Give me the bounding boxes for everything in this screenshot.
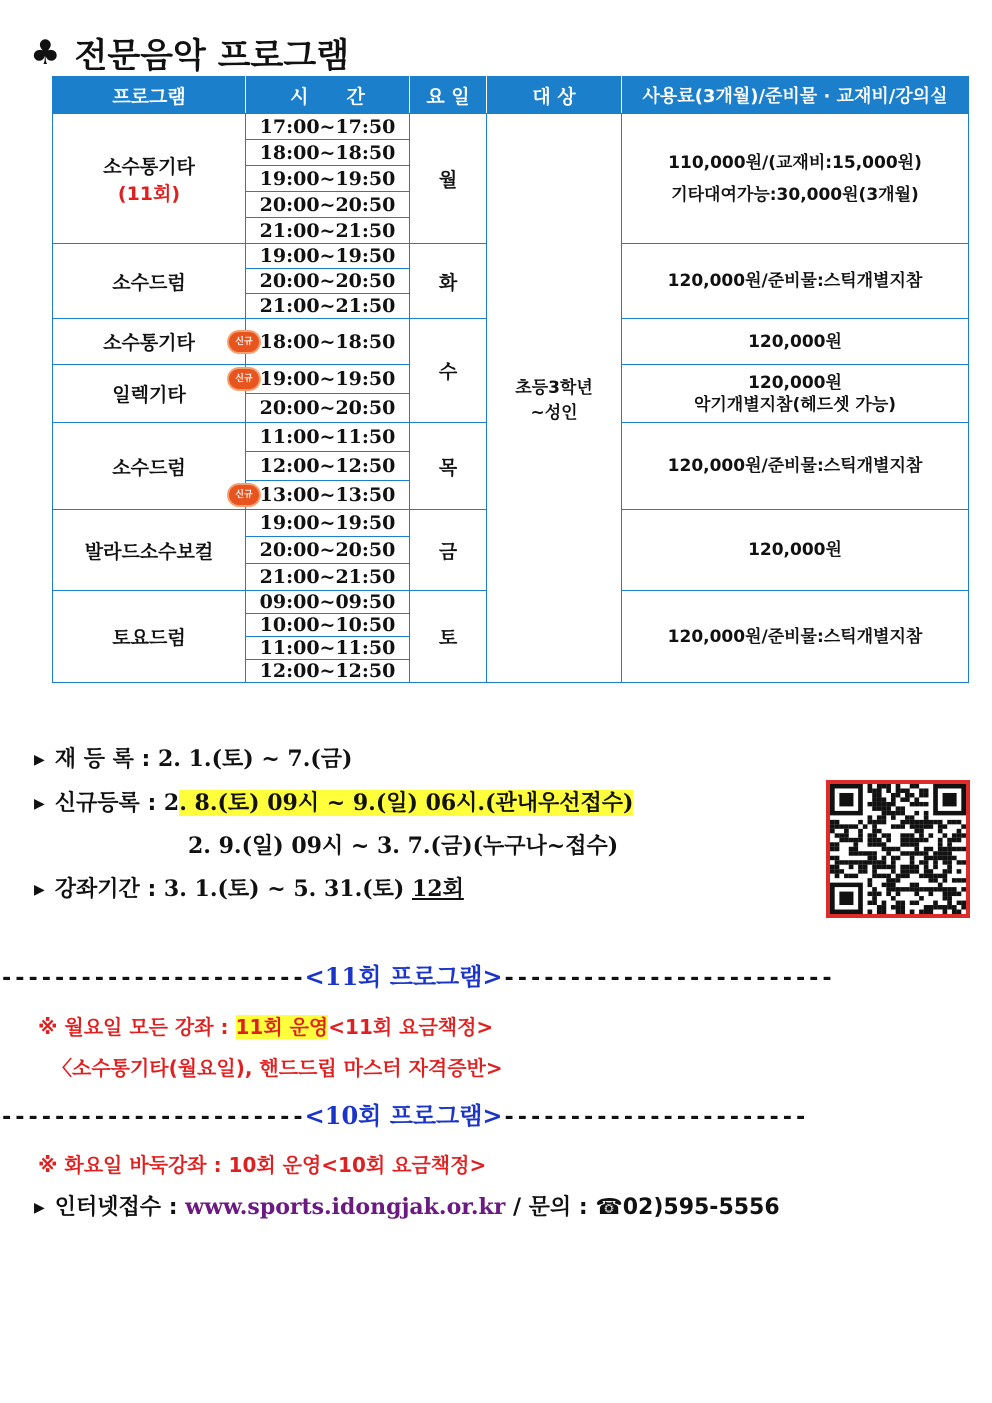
fee-line-2: 기타대여가능:30,000원(3개월) bbox=[671, 184, 919, 205]
inquiry-label: / 문의 : bbox=[505, 1195, 596, 1220]
fee-cell: 120,000원/준비물:스틱개별지참 bbox=[622, 591, 969, 683]
divider-dashes-right: ----------------------- bbox=[502, 1105, 808, 1130]
day-cell: 화 bbox=[410, 244, 487, 319]
course-period-line bbox=[34, 872, 464, 903]
fee-cell bbox=[622, 114, 969, 244]
page-title bbox=[30, 28, 349, 77]
time-cell: 11:00~11:50 bbox=[246, 423, 410, 452]
divider-10 bbox=[0, 1096, 992, 1131]
day-cell: 금 bbox=[410, 510, 487, 591]
program-name: 소수통기타 bbox=[53, 319, 246, 365]
re-registration-line bbox=[34, 742, 352, 773]
day-cell: 수 bbox=[410, 319, 487, 423]
program-name: 소수통기타 bbox=[103, 155, 195, 178]
fee-line-1: 110,000원/(교재비:15,000원) bbox=[668, 152, 922, 173]
new-badge: 신규 bbox=[229, 485, 259, 505]
note-11-suffix: <11회 요금책정> bbox=[328, 1015, 494, 1039]
time-cell: 20:00~20:50 bbox=[246, 537, 410, 564]
day-cell: 월 bbox=[410, 114, 487, 244]
header-program: 프로그램 bbox=[53, 77, 246, 114]
new-registration-highlight: . 8.(토) 09시 ~ 9.(일) 06시.(관내우선접수) bbox=[179, 790, 634, 816]
new-badge: 신규 bbox=[229, 369, 259, 389]
fee-cell: 120,000원 bbox=[622, 319, 969, 365]
target-cell bbox=[487, 114, 622, 683]
club-icon: ♣ bbox=[30, 32, 61, 73]
time-cell: 19:00~19:50 bbox=[246, 244, 410, 269]
fee-cell: 120,000원/준비물:스틱개별지참 bbox=[622, 423, 969, 510]
course-period-count: 12회 bbox=[411, 876, 464, 902]
internet-label: 인터넷접수 : bbox=[54, 1195, 178, 1220]
time-text: 13:00~13:50 bbox=[259, 484, 396, 506]
fee-line-2: 악기개별지참(헤드셋 가능) bbox=[693, 394, 897, 415]
new-registration-label: 신규등록 : bbox=[54, 791, 157, 816]
new-registration-line-2: 2. 9.(일) 09시 ~ 3. 7.(금)(누구나~접수) bbox=[188, 833, 619, 859]
time-cell: 17:00~17:50 bbox=[246, 114, 410, 140]
triangle-bullet-icon: ▶ bbox=[34, 1200, 45, 1216]
new-badge: 신규 bbox=[229, 332, 259, 352]
day-cell: 목 bbox=[410, 423, 487, 510]
qr-code bbox=[826, 780, 970, 918]
divider-11 bbox=[0, 957, 992, 992]
re-registration-label: 재 등 록 : bbox=[54, 747, 151, 772]
header-time: 시 간 bbox=[246, 77, 410, 114]
fee-cell: 120,000원/준비물:스틱개별지참 bbox=[622, 244, 969, 319]
program-name: 발라드소수보컬 bbox=[53, 510, 246, 591]
new-registration-line bbox=[34, 786, 633, 817]
table-row bbox=[53, 114, 969, 140]
time-cell: 20:00~20:50 bbox=[246, 192, 410, 218]
triangle-bullet-icon: ▶ bbox=[34, 796, 45, 812]
note-11 bbox=[38, 1011, 493, 1040]
fee-line-1: 120,000원 bbox=[748, 372, 842, 393]
table-header-row bbox=[53, 77, 969, 114]
internet-line bbox=[34, 1190, 780, 1221]
header-fee: 사용료(3개월)/준비물 · 교재비/강의실 bbox=[622, 77, 969, 114]
internet-url-link[interactable]: www.sports.idongjak.or.kr bbox=[185, 1194, 506, 1220]
triangle-bullet-icon: ▶ bbox=[34, 752, 45, 768]
time-cell: 21:00~21:50 bbox=[246, 218, 410, 244]
program-name: 일렉기타 bbox=[53, 365, 246, 423]
program-name: 토요드럼 bbox=[53, 591, 246, 683]
triangle-bullet-icon: ▶ bbox=[34, 882, 45, 898]
page-title-text: 전문음악 프로그램 bbox=[74, 36, 350, 76]
time-cell: 12:00~12:50 bbox=[246, 660, 410, 683]
divider-11-title: <11회 프로그램> bbox=[304, 962, 503, 991]
time-cell: 20:00~20:50 bbox=[246, 269, 410, 294]
time-text: 18:00~18:50 bbox=[259, 330, 396, 353]
fee-cell: 120,000원 bbox=[622, 510, 969, 591]
time-cell: 11:00~11:50 bbox=[246, 637, 410, 660]
time-cell: 19:00~19:50 bbox=[246, 510, 410, 537]
note-11-line2: 〈소수통기타(월요일), 핸드드립 마스터 자격증반> bbox=[52, 1056, 503, 1080]
time-cell: 21:00~21:50 bbox=[246, 294, 410, 319]
note-11-prefix: ※ 월요일 모든 강좌 : bbox=[38, 1015, 236, 1039]
divider-10-title: <10회 프로그램> bbox=[304, 1101, 503, 1130]
divider-dashes-right: ------------------------- bbox=[502, 966, 834, 991]
course-period-label: 강좌기간 : bbox=[54, 877, 157, 902]
divider-dashes-left: ----------------------- bbox=[0, 1105, 305, 1130]
target-line-1: 초등3학년 bbox=[515, 378, 593, 398]
time-cell: 09:00~09:50 bbox=[246, 591, 410, 614]
fee-cell bbox=[622, 365, 969, 423]
program-name: 소수드럼 bbox=[53, 423, 246, 510]
header-target: 대 상 bbox=[487, 77, 622, 114]
divider-dashes-left: ----------------------- bbox=[0, 966, 305, 991]
program-name: 소수드럼 bbox=[53, 244, 246, 319]
time-cell: 21:00~21:50 bbox=[246, 564, 410, 591]
header-day: 요 일 bbox=[410, 77, 487, 114]
time-cell bbox=[235, 481, 410, 510]
day-cell: 토 bbox=[410, 591, 487, 683]
note-10: ※ 화요일 바둑강좌 : 10회 운영<10회 요금책정> bbox=[38, 1153, 487, 1177]
new-registration-prefix: 2 bbox=[163, 790, 180, 816]
schedule-table bbox=[52, 76, 969, 683]
time-text: 19:00~19:50 bbox=[259, 368, 396, 390]
target-line-2: ~성인 bbox=[530, 403, 578, 423]
time-cell bbox=[235, 319, 410, 365]
program-note: (11회) bbox=[117, 182, 181, 205]
time-cell: 12:00~12:50 bbox=[246, 452, 410, 481]
time-cell: 10:00~10:50 bbox=[246, 614, 410, 637]
re-registration-value: 2. 1.(토) ~ 7.(금) bbox=[158, 746, 353, 772]
phone-number: ☎02)595-5556 bbox=[595, 1195, 780, 1220]
course-period-value: 3. 1.(토) ~ 5. 31.(토) bbox=[163, 876, 405, 902]
time-cell bbox=[235, 365, 410, 394]
program-cell bbox=[53, 114, 246, 244]
time-cell: 20:00~20:50 bbox=[246, 394, 410, 423]
note-11-highlight: 11회 운영 bbox=[235, 1015, 329, 1039]
time-cell: 18:00~18:50 bbox=[246, 140, 410, 166]
qr-code-image bbox=[830, 784, 966, 914]
time-cell: 19:00~19:50 bbox=[246, 166, 410, 192]
